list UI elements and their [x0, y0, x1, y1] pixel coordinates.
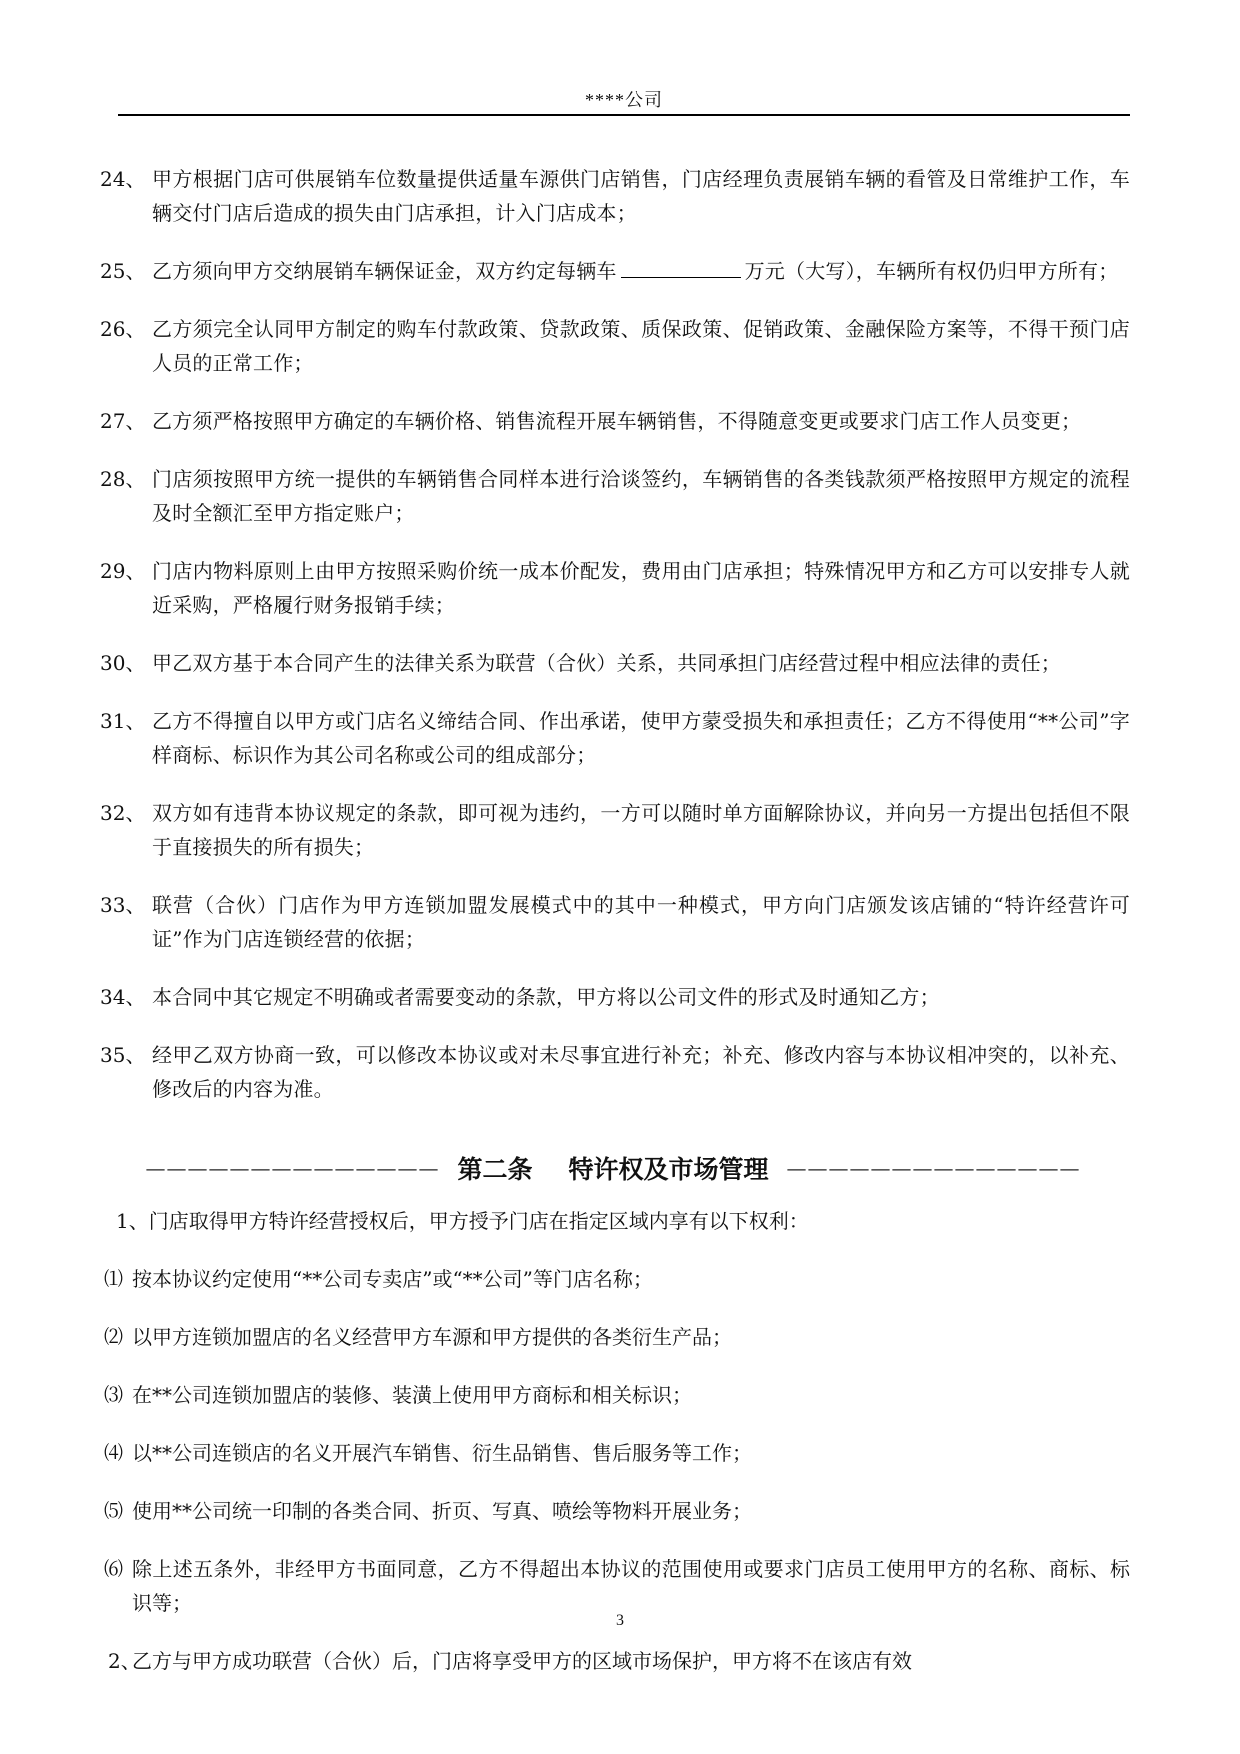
sub-item-text: 使用**公司统一印制的各类合同、折页、写真、喷绘等物料开展业务；	[132, 1499, 752, 1523]
section-label	[457, 1150, 768, 1186]
clause-26	[100, 312, 1130, 380]
clause-text: 本合同中其它规定不明确或者需要变动的条款，甲方将以公司文件的形式及时通知乙方；	[152, 985, 940, 1009]
section-dash-left: ——————————————	[145, 1156, 440, 1180]
clause-text: 门店内物料原则上由甲方按照采购价统一成本价配发，费用由门店承担；特殊情况甲方和乙方可以安排专人就近采购，严格履行财务报销手续；	[152, 559, 1130, 617]
section-intro	[100, 1204, 1130, 1238]
clause-text: 甲乙双方基于本合同产生的法律关系为联营（合伙）关系，共同承担门店经营过程中相应法律的责任；	[152, 651, 1061, 675]
sub-item-5	[100, 1494, 1130, 1528]
clause-25	[100, 254, 1130, 288]
sub-item-1	[100, 1262, 1130, 1296]
clause-number: 31、	[100, 709, 146, 733]
header-company: ****公司	[585, 90, 663, 110]
clause-text: 双方如有违背本协议规定的条款，即可视为违约，一方可以随时单方面解除协议，并向另一方提出包括但不限于直接损失的所有损失；	[152, 801, 1130, 859]
clause-34	[100, 980, 1130, 1014]
sub-item-3	[100, 1378, 1130, 1412]
sub-item-number: ⑷	[104, 1442, 124, 1464]
sub-item-number: ⑶	[104, 1384, 124, 1406]
clause-28	[100, 462, 1130, 530]
clause-number: 34、	[100, 985, 146, 1009]
clause-number: 35、	[100, 1043, 146, 1067]
clause-number: 33、	[100, 893, 146, 917]
clause-24	[100, 162, 1130, 230]
sub-item-text: 在**公司连锁加盟店的装修、装潢上使用甲方商标和相关标识；	[132, 1383, 692, 1407]
clause-29	[100, 554, 1130, 622]
clause-text-after-blank: 万元（大写），车辆所有权仍归甲方所有；	[744, 259, 1119, 283]
sub-item-text: 按本协议约定使用“**公司专卖店”或“**公司”等门店名称；	[132, 1267, 653, 1291]
clause-text	[152, 254, 1130, 288]
sub-item-number: ⑵	[104, 1326, 124, 1348]
page-header	[118, 88, 1130, 112]
clause-number: 24、	[100, 167, 146, 191]
header-rule	[118, 114, 1130, 116]
sub-item-text: 除上述五条外，非经甲方书面同意，乙方不得超出本协议的范围使用或要求门店员工使用甲方的名称、商标、标识等；	[132, 1557, 1130, 1615]
sub-item-number: ⑹	[104, 1558, 124, 1580]
section-dash-right: ——————————————	[786, 1156, 1081, 1180]
clause-33	[100, 888, 1130, 956]
clause-text: 甲方根据门店可供展销车位数量提供适量车源供门店销售，门店经理负责展销车辆的看管及日常维护工作，车辆交付门店后造成的损失由门店承担，计入门店成本；	[152, 167, 1130, 225]
section-title: 特许权及市场管理	[568, 1155, 769, 1184]
clause-text: 经甲乙双方协商一致，可以修改本协议或对未尽事宜进行补充；补充、修改内容与本协议相冲突的，以补充、修改后的内容为准。	[152, 1043, 1130, 1101]
clause-number: 26、	[100, 317, 146, 341]
clause-number: 28、	[100, 467, 146, 491]
clause-text: 门店须按照甲方统一提供的车辆销售合同样本进行洽谈签约，车辆销售的各类钱款须严格按照甲方规定的流程及时全额汇至甲方指定账户；	[152, 467, 1130, 525]
clause-number: 27、	[100, 409, 146, 433]
clause-text-before-blank: 乙方须向甲方交纳展销车辆保证金，双方约定每辆车	[152, 259, 617, 283]
clause-number: 29、	[100, 559, 146, 583]
sub-item-number: ⑴	[104, 1268, 124, 1290]
clause-text: 乙方须严格按照甲方确定的车辆价格、销售流程开展车辆销售，不得随意变更或要求门店工作人员变更；	[152, 409, 1082, 433]
sub-item-text: 以**公司连锁店的名义开展汽车销售、衍生品销售、售后服务等工作；	[132, 1441, 752, 1465]
clause-number: 2、	[108, 1649, 141, 1673]
clause-31	[100, 704, 1130, 772]
clause-text: 乙方与甲方成功联营（合伙）后，门店将享受甲方的区域市场保护，甲方将不在该店有效	[132, 1649, 912, 1673]
section-heading	[98, 1150, 1128, 1186]
amount-blank	[621, 255, 741, 278]
page-number: 3	[616, 1612, 624, 1629]
clause-text: 乙方不得擅自以甲方或门店名义缔结合同、作出承诺，使甲方蒙受损失和承担责任；乙方不得使用“**公司”字样商标、标识作为其公司名称或公司的组成部分；	[152, 709, 1130, 767]
clause-text: 联营（合伙）门店作为甲方连锁加盟发展模式中的其中一种模式，甲方向门店颁发该店铺的“特许经营许可证”作为门店连锁经营的依据；	[152, 893, 1130, 951]
clause-27	[100, 404, 1130, 438]
sub-item-4	[100, 1436, 1130, 1470]
clause-number: 32、	[100, 801, 146, 825]
document-body	[100, 162, 1130, 1702]
sub-item-number: ⑸	[104, 1500, 124, 1522]
clause-35	[100, 1038, 1130, 1106]
sub-item-text: 以甲方连锁加盟店的名义经营甲方车源和甲方提供的各类衍生产品；	[132, 1325, 732, 1349]
clause-32	[100, 796, 1130, 864]
sub-item-2	[100, 1320, 1130, 1354]
intro-number: 1、	[116, 1209, 149, 1233]
section-article: 第二条	[457, 1155, 533, 1184]
intro-text: 门店取得甲方特许经营授权后，甲方授予门店在指定区域内享有以下权利：	[148, 1209, 809, 1233]
clause-2	[100, 1644, 1130, 1678]
clause-30	[100, 646, 1130, 680]
clause-number: 25、	[100, 259, 146, 283]
sub-item-6	[100, 1552, 1130, 1620]
clause-text: 乙方须完全认同甲方制定的购车付款政策、贷款政策、质保政策、促销政策、金融保险方案等，不得干预门店人员的正常工作；	[152, 317, 1130, 375]
clause-number: 30、	[100, 651, 146, 675]
